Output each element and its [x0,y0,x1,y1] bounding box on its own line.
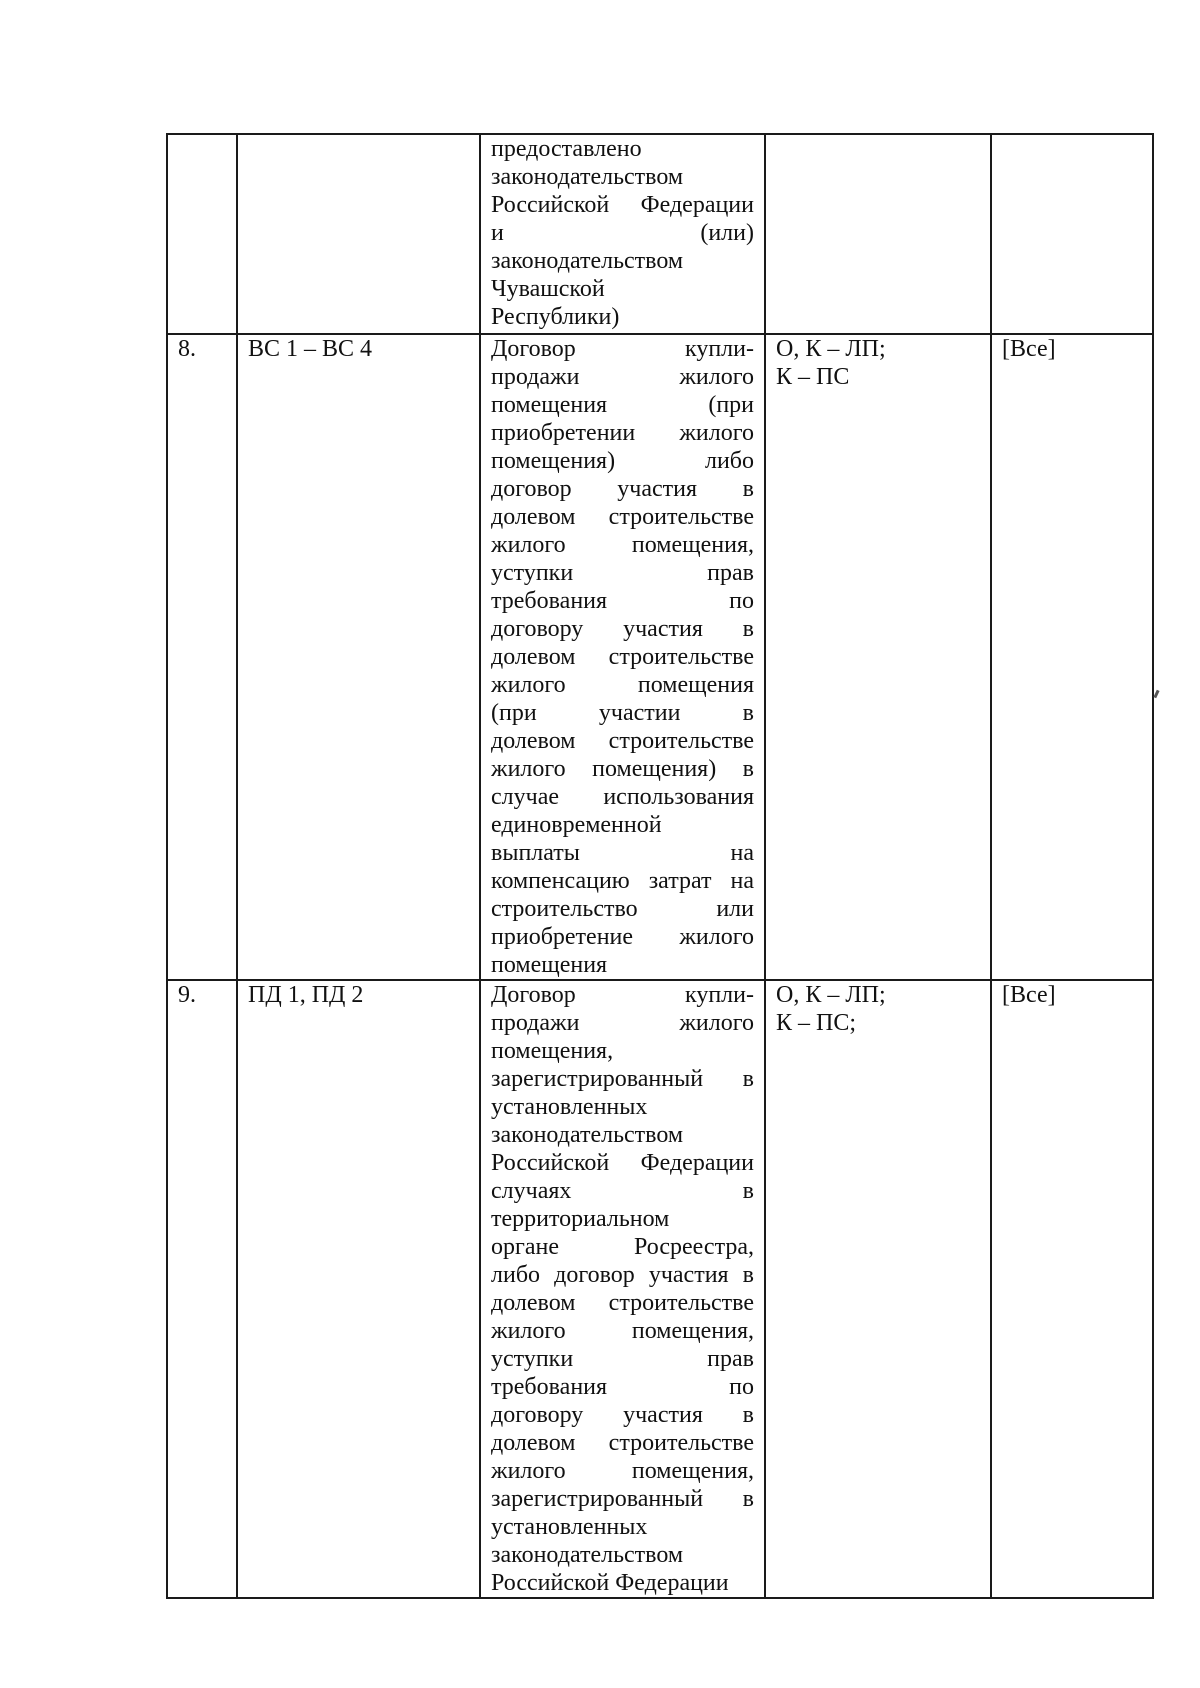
text-line: долевом строительстве [491,728,754,754]
text-line: долевом строительстве [491,644,754,670]
text-line: единовременной [491,812,662,838]
holder-text [776,981,980,1037]
text-line: уступки прав [491,1346,754,1372]
text-line: договору участия в [491,616,754,642]
row-number-cell [167,334,237,980]
code-cell [237,134,480,334]
text-line: выплаты на [491,840,754,866]
table-row [167,134,1153,334]
text-line: Договор купли- [491,336,754,362]
text-line: долевом строительстве [491,1290,754,1316]
text-line: К – ПС [776,364,850,390]
document-text [491,981,754,1597]
text-line: установленных [491,1514,648,1540]
text-line: жилого помещения, [491,532,754,558]
text-line: долевом строительстве [491,1430,754,1456]
text-line: либо договор участия в [491,1262,754,1288]
text-line: требования по [491,588,754,614]
text-line: долевом строительстве [491,504,754,530]
row-number: 8. [178,336,196,362]
text-line: продажи жилого [491,364,754,390]
text-line: жилого помещения, [491,1458,754,1484]
row-code: ПД 1, ПД 2 [248,982,364,1008]
code-cell [237,980,480,1598]
text-line: строительство или [491,896,754,922]
scope-cell [991,134,1153,334]
holder-cell [765,334,991,980]
row-scope: [Все] [1002,982,1056,1008]
text-line: случае использования [491,784,754,810]
text-line: помещения [491,952,608,978]
text-line: уступки прав [491,560,754,586]
text-line: законодательством [491,1542,684,1568]
holder-cell [765,980,991,1598]
holder-text [776,335,980,391]
text-line: Российской Федерации [491,192,754,218]
text-line: приобретении жилого [491,420,754,446]
text-line: приобретение жилого [491,924,754,950]
text-line: законодательством [491,1122,684,1148]
text-line: жилого помещения, [491,1318,754,1344]
code-cell [237,334,480,980]
text-line: Чувашской [491,276,605,302]
document-cell [480,334,765,980]
text-line: договор участия в [491,476,754,502]
text-line: Российской Федерации [491,1570,729,1596]
row-scope: [Все] [1002,336,1056,362]
document-table [166,133,1154,1599]
text-line: жилого помещения [491,672,754,698]
text-line: случаях в [491,1178,754,1204]
text-line: продажи жилого [491,1010,754,1036]
row-code: ВС 1 – ВС 4 [248,336,373,362]
document-text [491,135,754,331]
text-line: зарегистрированный в [491,1066,754,1092]
text-line: жилого помещения) в [491,756,754,782]
row-number-cell [167,134,237,334]
text-line: О, К – ЛП; [776,982,886,1008]
table-row [167,334,1153,980]
text-line: О, К – ЛП; [776,336,886,362]
row-number: 9. [178,982,196,1008]
text-line: помещения) либо [491,448,754,474]
text-line: требования по [491,1374,754,1400]
scope-cell [991,980,1153,1598]
text-line: установленных [491,1094,648,1120]
document-cell [480,134,765,334]
text-line: законодательством [491,164,684,190]
text-line: и (или) [491,220,754,246]
document-cell [480,980,765,1598]
text-line: договору участия в [491,1402,754,1428]
text-line: зарегистрированный в [491,1486,754,1512]
scan-speck [1153,690,1159,699]
holder-cell [765,134,991,334]
scope-cell [991,334,1153,980]
table-row [167,980,1153,1598]
text-line: предоставлено [491,136,642,162]
text-line: К – ПС; [776,1010,857,1036]
text-line: (при участии в [491,700,754,726]
text-line: законодательством [491,248,684,274]
text-line: Российской Федерации [491,1150,754,1176]
text-line: компенсацию затрат на [491,868,754,894]
text-line: территориальном [491,1206,670,1232]
text-line: помещения, [491,1038,614,1064]
text-line: Договор купли- [491,982,754,1008]
text-line: помещения (при [491,392,754,418]
row-number-cell [167,980,237,1598]
text-line: органе Росреестра, [491,1234,754,1260]
document-text [491,335,754,979]
text-line: Республики) [491,304,620,330]
